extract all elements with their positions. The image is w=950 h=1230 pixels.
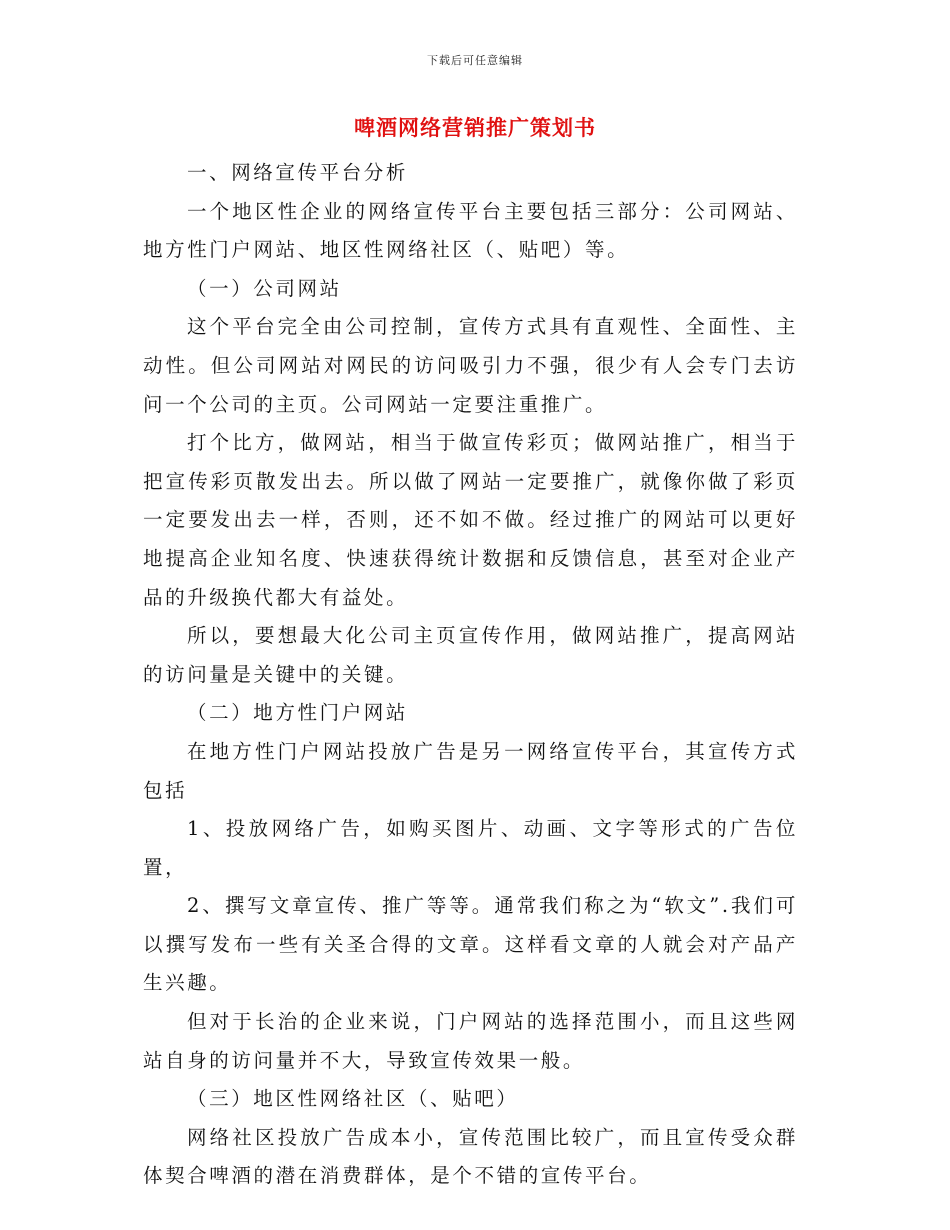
body-paragraph: 所以，要想最大化公司主页宣传作用，做网站推广，提高网站的访问量是关键中的关键。: [143, 624, 798, 686]
subsection-heading: （三）地区性网络社区（、贴吧）: [187, 1087, 519, 1111]
body-paragraph: 这个平台完全由公司控制，宣传方式具有直观性、全面性、主动性。但公司网站对网民的访问吸引力不强，很少有人会专门去访问一个公司的主页。公司网站一定要注重推广。: [143, 315, 798, 416]
subsection-heading: （二）地方性门户网站: [187, 701, 409, 725]
list-item: 1、投放网络广告，如购买图片、动画、文字等形式的广告位置，: [143, 817, 798, 879]
body-paragraph: 在地方性门户网站投放广告是另一网络宣传平台，其宣传方式包括: [143, 739, 798, 802]
document-body: [143, 154, 798, 1196]
subsection-heading: （一）公司网站: [187, 276, 342, 300]
header-note: 下载后可任意编辑: [427, 54, 523, 67]
body-paragraph: 但对于长治的企业来说，门户网站的选择范围小，而且这些网站自身的访问量并不大，导致宣传效果一般。: [143, 1010, 798, 1072]
body-paragraph: 网络社区投放广告成本小，宣传范围比较广，而且宣传受众群体契合啤酒的潜在消费群体，是个不错的宣传平台。: [143, 1125, 798, 1188]
section-heading: 一、网络宣传平台分析: [187, 161, 409, 184]
body-paragraph: 打个比方，做网站，相当于做宣传彩页；做网站推广，相当于把宣传彩页散发出去。所以做了网站一定要推广，就像你做了彩页一定要发出去一样，否则，还不如不做。经过推广的网站可以更好地提高企业知名度、快速获得统计数据和反馈信息，甚至对企业产品的升级换代都大有益处。: [143, 431, 798, 609]
list-item: 2、撰写文章宣传、推广等等。通常我们称之为“软文”.我们可以撰写发布一些有关圣合得的文章。这样看文章的人就会对产品产生兴趣。: [143, 894, 798, 995]
body-paragraph: 一个地区性企业的网络宣传平台主要包括三部分：公司网站、地方性门户网站、地区性网络社区（、贴吧）等。: [143, 199, 798, 262]
document-title: 啤酒网络营销推广策划书: [354, 115, 596, 140]
